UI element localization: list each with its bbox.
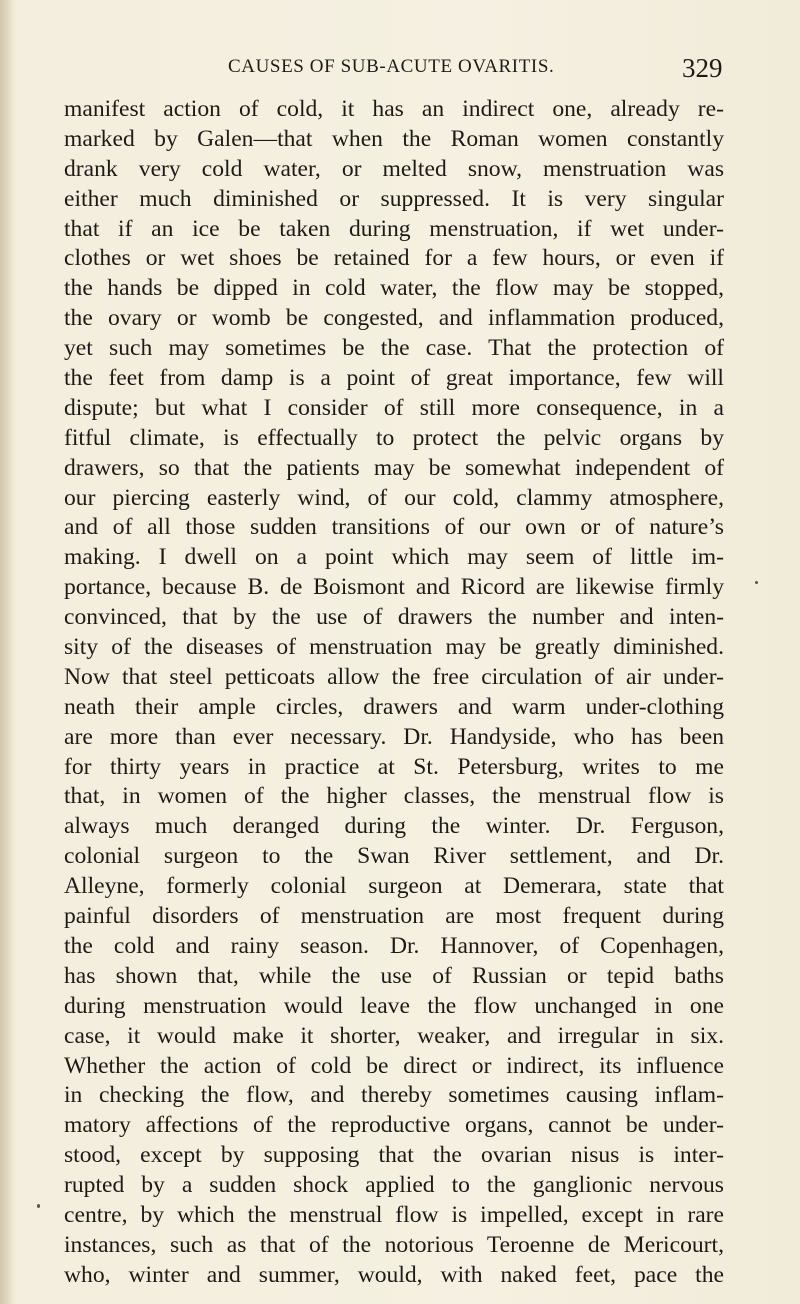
text-line: drawers, so that the patients may be somewhat independent of	[64, 454, 724, 481]
text-line: are more than ever necessary. Dr. Handyside, who has been	[64, 723, 724, 750]
text-line: who, winter and summer, would, with naked feet, pace the	[64, 1261, 724, 1288]
text-line: drank very cold water, or melted snow, menstruation was	[64, 155, 724, 182]
text-line: manifest action of cold, it has an indirect one, already re-	[64, 96, 724, 122]
text-line: portance, because B. de Boismont and Ricord are likewise firmly	[64, 574, 724, 601]
text-line: the feet from damp is a point of great importance, few will	[64, 365, 724, 392]
text-line: and of all those sudden transitions of our own or of nature’s	[64, 514, 724, 541]
text-line: has shown that, while the use of Russian or tepid baths	[64, 962, 724, 989]
text-line: fitful climate, is effectually to protect the pelvic organs by	[64, 424, 724, 451]
text-line: making. I dwell on a point which may seem of little im-	[64, 544, 724, 571]
text-line: clothes or wet shoes be retained for a few hours, or even if	[64, 245, 724, 272]
text-line: the hands be dipped in cold water, the flow may be stopped,	[64, 275, 724, 302]
text-line: instances, such as that of the notorious Teroenne de Mericourt,	[64, 1231, 724, 1258]
text-line: that, in women of the higher classes, the menstrual flow is	[64, 783, 724, 810]
page-gutter-shadow	[0, 0, 14, 1304]
text-line: either much diminished or suppressed. It is very singular	[64, 185, 724, 212]
text-line: that if an ice be taken during menstruation, if wet under-	[64, 215, 724, 242]
text-line: painful disorders of menstruation are most frequent during	[64, 903, 724, 930]
text-line: case, it would make it shorter, weaker, and irregular in six.	[64, 1022, 724, 1049]
running-head: CAUSES OF SUB-ACUTE OVARITIS.	[228, 56, 555, 77]
text-line: Now that steel petticoats allow the free circulation of air under-	[64, 663, 724, 690]
text-line: neath their ample circles, drawers and warm under-clothing	[64, 693, 724, 720]
text-line: in checking the flow, and thereby sometimes causing inflam-	[64, 1082, 724, 1109]
text-line: during menstruation would leave the flow unchanged in one	[64, 992, 724, 1019]
text-line: matory affections of the reproductive organs, cannot be under-	[64, 1112, 724, 1139]
text-line: sity of the diseases of menstruation may be greatly diminished.	[64, 634, 724, 661]
text-line: centre, by which the menstrual flow is impelled, except in rare	[64, 1201, 724, 1228]
text-line: for thirty years in practice at St. Petersburg, writes to me	[64, 753, 724, 780]
text-line: the ovary or womb be congested, and inflammation produced,	[64, 305, 724, 332]
text-line: colonial surgeon to the Swan River settlement, and Dr.	[64, 843, 724, 870]
ink-speck	[755, 581, 758, 584]
page-header	[0, 53, 800, 86]
text-line: yet such may sometimes be the case. That the protection of	[64, 335, 724, 362]
text-line: marked by Galen—that when the Roman women constantly	[64, 125, 724, 152]
body-text	[64, 95, 724, 1291]
page-number: 329	[682, 53, 723, 83]
ink-speck	[37, 1204, 40, 1208]
text-line: dispute; but what I consider of still more consequence, in a	[64, 394, 724, 421]
text-line: stood, except by supposing that the ovarian nisus is inter-	[64, 1142, 724, 1169]
text-line: rupted by a sudden shock applied to the ganglionic nervous	[64, 1172, 724, 1199]
text-line: the cold and rainy season. Dr. Hannover, of Copenhagen,	[64, 932, 724, 959]
text-line: Whether the action of cold be direct or indirect, its influence	[64, 1052, 724, 1079]
text-line: our piercing easterly wind, of our cold, clammy atmosphere,	[64, 484, 724, 511]
text-line: Alleyne, formerly colonial surgeon at Demerara, state that	[64, 873, 724, 900]
text-line: always much deranged during the winter. Dr. Ferguson,	[64, 813, 724, 840]
text-line: convinced, that by the use of drawers the number and inten-	[64, 604, 724, 631]
